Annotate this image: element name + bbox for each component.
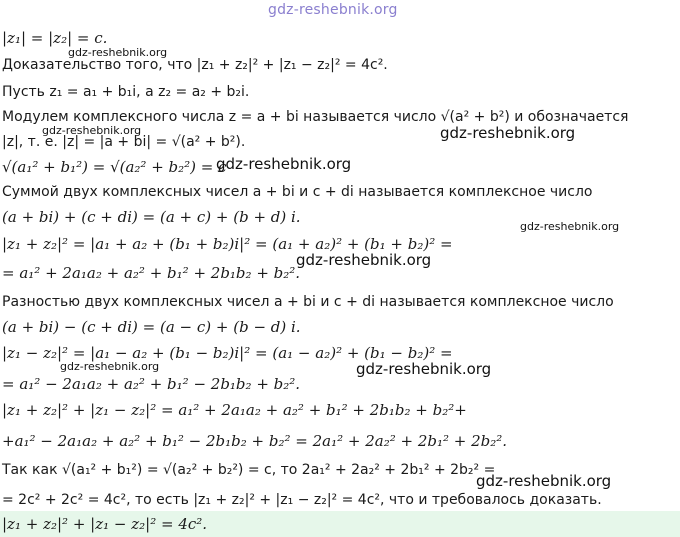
watermark: gdz-reshebnik.org [440,124,576,142]
text-line-13: |z₁ − z₂|² = |a₁ − a₂ + (b₁ − b₂)i|² = (a₁ − a₂)² + (b₁ − b₂)² = [2,344,453,362]
text-line-14: = a₁² − 2a₁a₂ + a₂² + b₁² − 2b₁b₂ + b₂². [2,375,301,393]
text-line-17: Так как √(a₁² + b₁²) = √(a₂² + b₂²) = c, то 2a₁² + 2a₂² + 2b₁² + 2b₂² = [2,462,496,478]
text-line-15: |z₁ + z₂|² + |z₁ − z₂|² = a₁² + 2a₁a₂ + a₂² + b₁² + 2b₁b₂ + b₂²+ [2,401,467,419]
watermark: gdz-reshebnik.org [296,251,432,269]
text-line-7: Суммой двух комплексных чисел a + bi и c + di называется комплексное число [2,184,593,200]
watermark: gdz-reshebnik.org [60,360,160,373]
text-line-8: (a + bi) + (c + di) = (a + c) + (b + d) i. [2,208,301,226]
watermark: gdz-reshebnik.org [216,155,352,173]
watermark: gdz-reshebnik.org [356,360,492,378]
text-line-18: = 2c² + 2c² = 4c², то есть |z₁ + z₂|² + |z₁ − z₂|² = 4c², что и требовалось доказать. [2,492,602,508]
watermark: gdz-reshebnik.org [476,472,612,490]
watermark: gdz-reshebnik.org [68,46,168,59]
site-watermark-header: gdz-reshebnik.org [268,2,398,18]
text-line-1: |z₁| = |z₂| = c. [2,29,108,47]
text-line-3: Пусть z₁ = a₁ + b₁i, а z₂ = a₂ + b₂i. [2,84,250,100]
text-line-16: +a₁² − 2a₁a₂ + a₂² + b₁² − 2b₁b₂ + b₂² = 2a₁² + 2a₂² + 2b₁² + 2b₂². [2,432,508,450]
watermark: gdz-reshebnik.org [520,220,620,233]
text-line-4: Модулем комплексного числа z = a + bi называется число √(a² + b²) и обозначается [2,109,629,125]
watermark: gdz-reshebnik.org [42,124,142,137]
text-line-19: |z₁ + z₂|² + |z₁ − z₂|² = 4c². [2,515,208,533]
text-line-6: √(a₁² + b₁²) = √(a₂² + b₂²) = c [2,158,227,176]
text-line-9: |z₁ + z₂|² = |a₁ + a₂ + (b₁ + b₂)i|² = (a₁ + a₂)² + (b₁ + b₂)² = [2,235,453,253]
text-line-10: = a₁² + 2a₁a₂ + a₂² + b₁² + 2b₁b₂ + b₂². [2,264,301,282]
text-line-2: Доказательство того, что |z₁ + z₂|² + |z₁ − z₂|² = 4c². [2,57,388,73]
text-line-11: Разностью двух комплексных чисел a + bi и c + di называется комплексное число [2,294,614,310]
text-line-5: |z|, т. е. |z| = |a + bi| = √(a² + b²). [2,134,246,150]
text-line-12: (a + bi) − (c + di) = (a − c) + (b − d) i. [2,318,301,336]
